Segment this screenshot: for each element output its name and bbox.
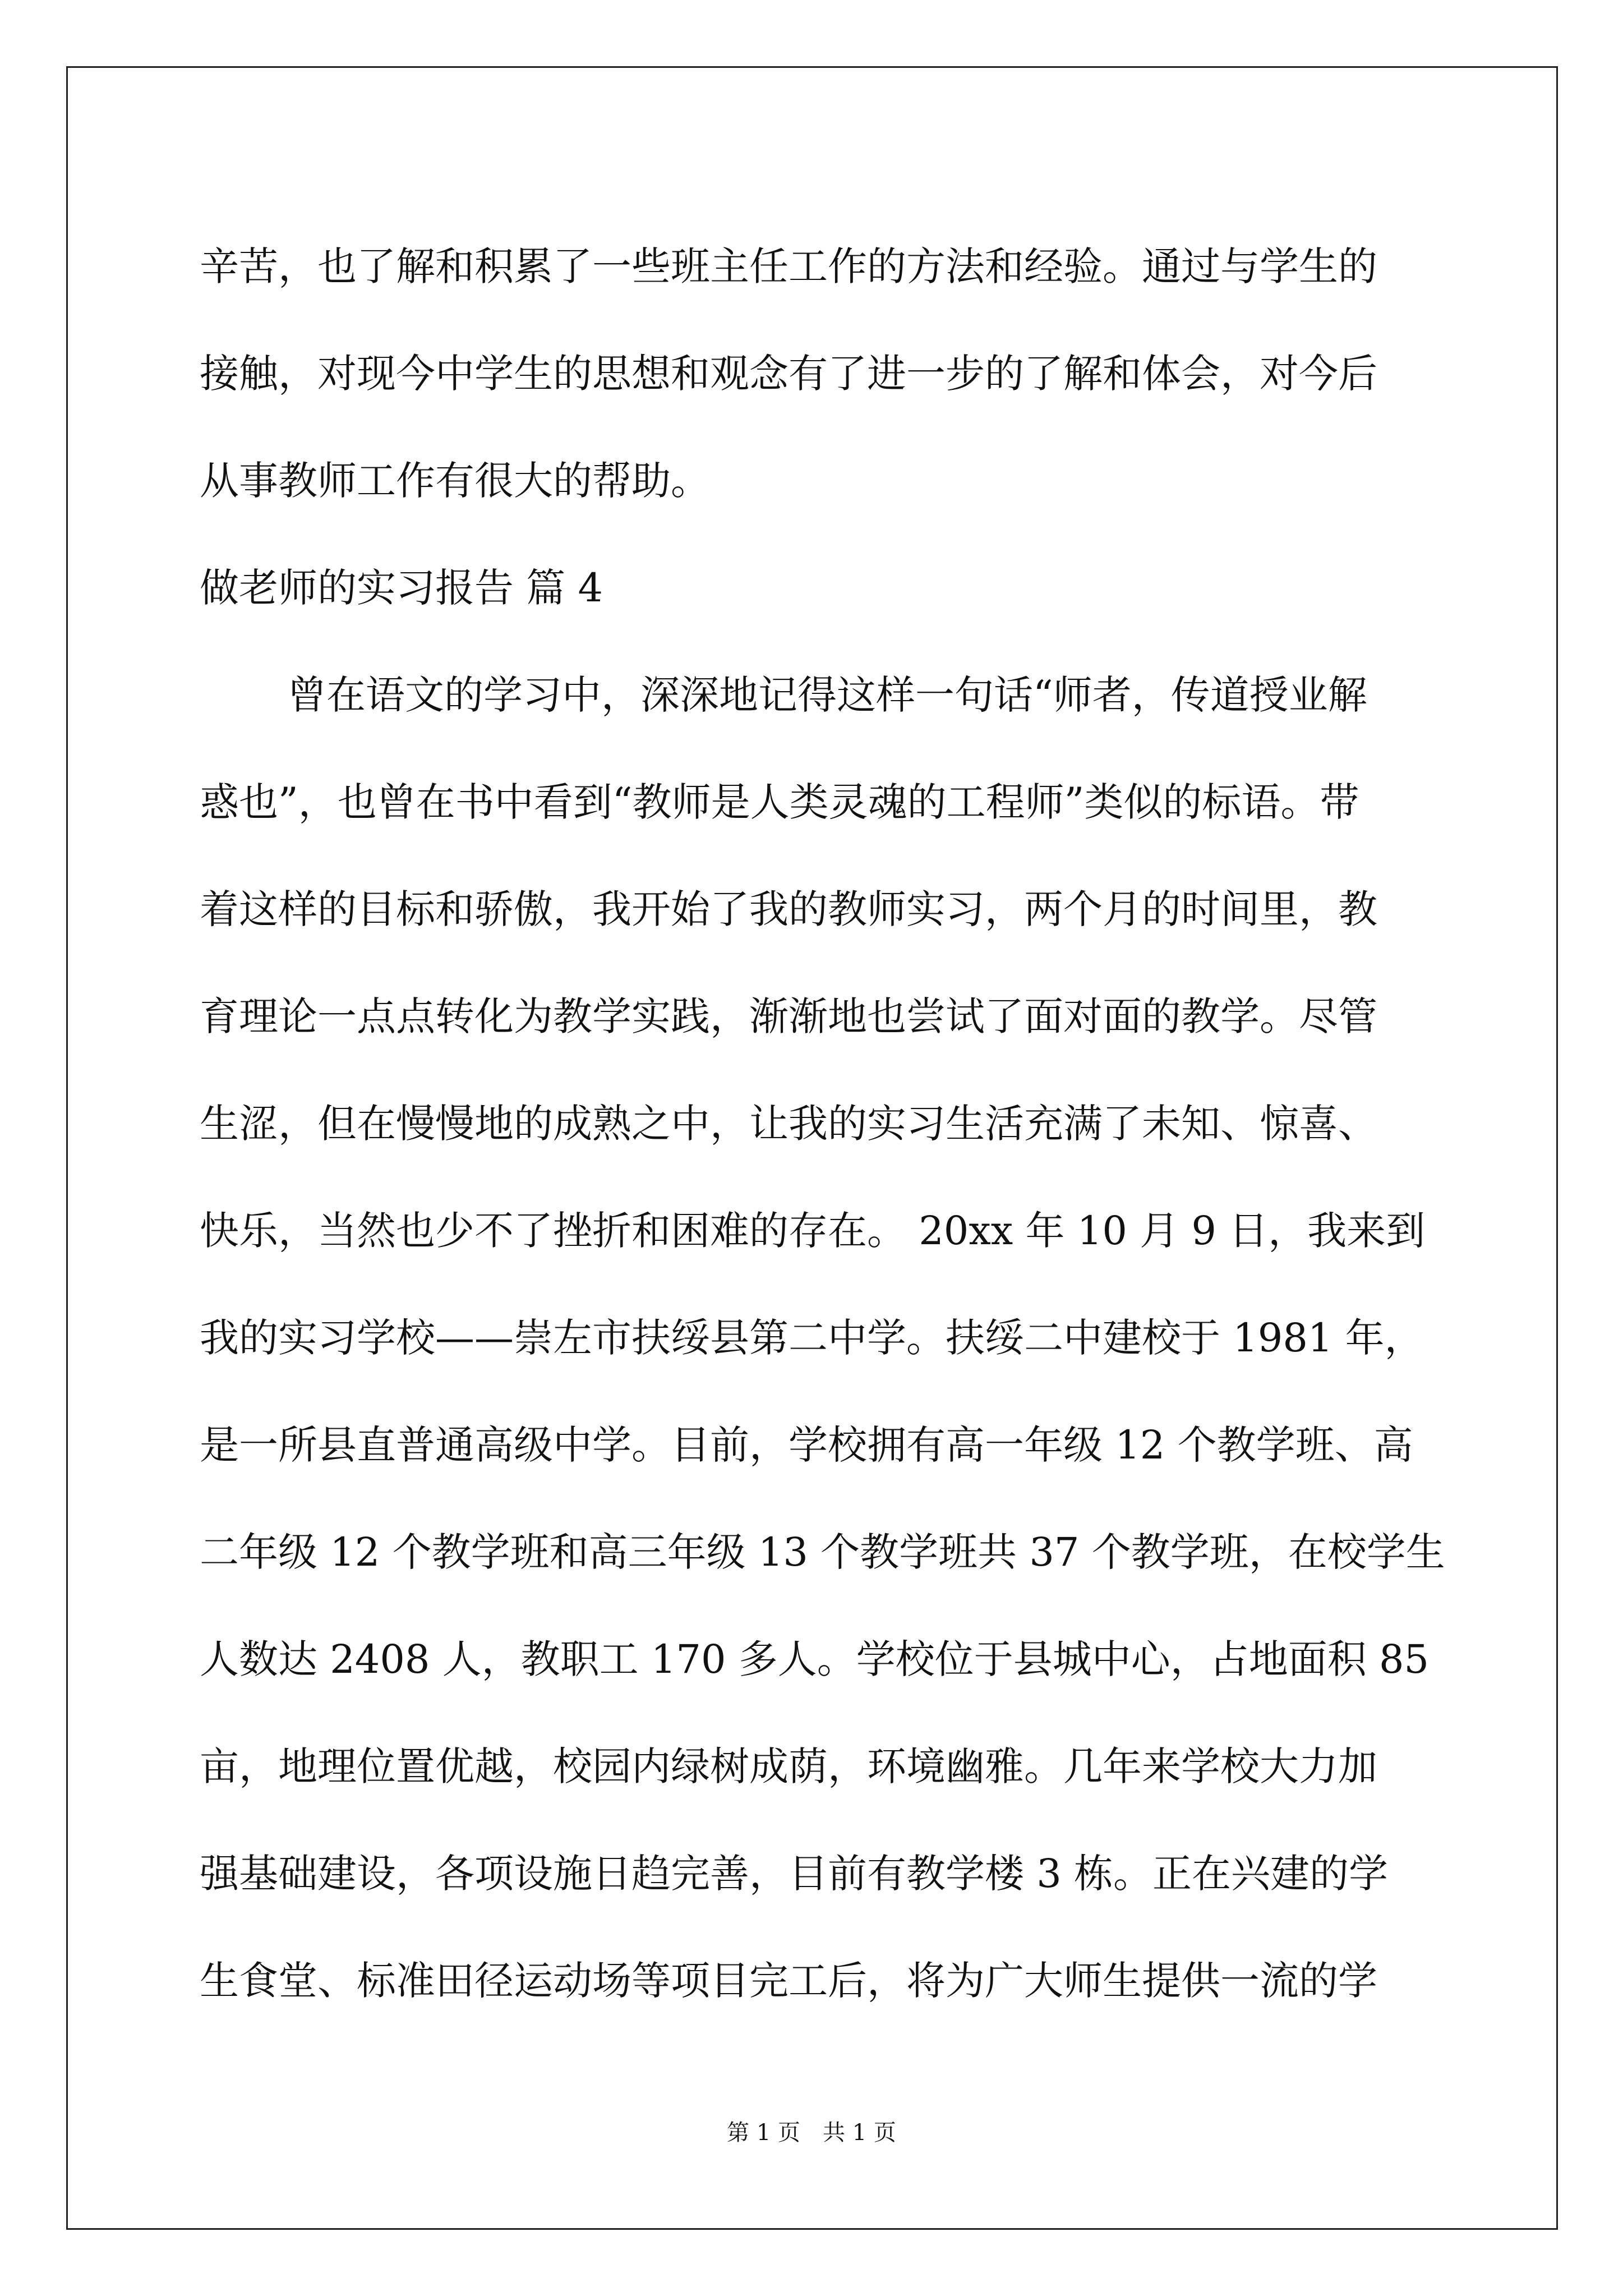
text-line: 我的实习学校——崇左市扶绥县第二中学。扶绥二中建校于 1981 年， bbox=[200, 1315, 1424, 1361]
text-line: 亩，地理位置优越，校园内绿树成荫，环境幽雅。几年来学校大力加 bbox=[200, 1743, 1377, 1789]
text-line: 从事教师工作有很大的帮助。 bbox=[200, 458, 710, 504]
paragraph-first-line: 曾在语文的学习中，深深地记得这样一句话“师者，传道授业解 bbox=[287, 672, 1367, 718]
text-line: 惑也”，也曾在书中看到“教师是人类灵魂的工程师”类似的标语。带 bbox=[200, 779, 1359, 825]
text-line: 接触，对现今中学生的思想和观念有了进一步的了解和体会，对今后 bbox=[200, 351, 1377, 397]
text-line: 生涩，但在慢慢地的成熟之中，让我的实习生活充满了未知、惊喜、 bbox=[200, 1101, 1377, 1147]
text-line: 辛苦，也了解和积累了一些班主任工作的方法和经验。通过与学生的 bbox=[200, 243, 1377, 289]
text-line: 快乐，当然也少不了挫折和困难的存在。 20xx 年 10 月 9 日，我来到 bbox=[200, 1208, 1426, 1254]
text-line: 着这样的目标和骄傲，我开始了我的教师实习，两个月的时间里，教 bbox=[200, 886, 1377, 932]
text-line: 人数达 2408 人，教职工 170 多人。学校位于县城中心，占地面积 85 bbox=[200, 1636, 1430, 1682]
section-heading: 做老师的实习报告 篇 4 bbox=[200, 565, 603, 611]
document-body bbox=[200, 213, 1445, 2035]
text-line: 育理论一点点转化为教学实践，渐渐地也尝试了面对面的教学。尽管 bbox=[200, 993, 1377, 1039]
text-line: 是一所县直普通高级中学。目前，学校拥有高一年级 12 个教学班、高 bbox=[200, 1422, 1413, 1468]
page-footer: 第 1 页 共 1 页 bbox=[727, 2120, 896, 2146]
text-line: 生食堂、标准田径运动场等项目完工后，将为广大师生提供一流的学 bbox=[200, 1958, 1377, 2004]
text-line: 二年级 12 个教学班和高三年级 13 个教学班共 37 个教学班，在校学生 bbox=[200, 1529, 1445, 1575]
text-line: 强基础建设，各项设施日趋完善，目前有教学楼 3 栋。正在兴建的学 bbox=[200, 1851, 1389, 1897]
